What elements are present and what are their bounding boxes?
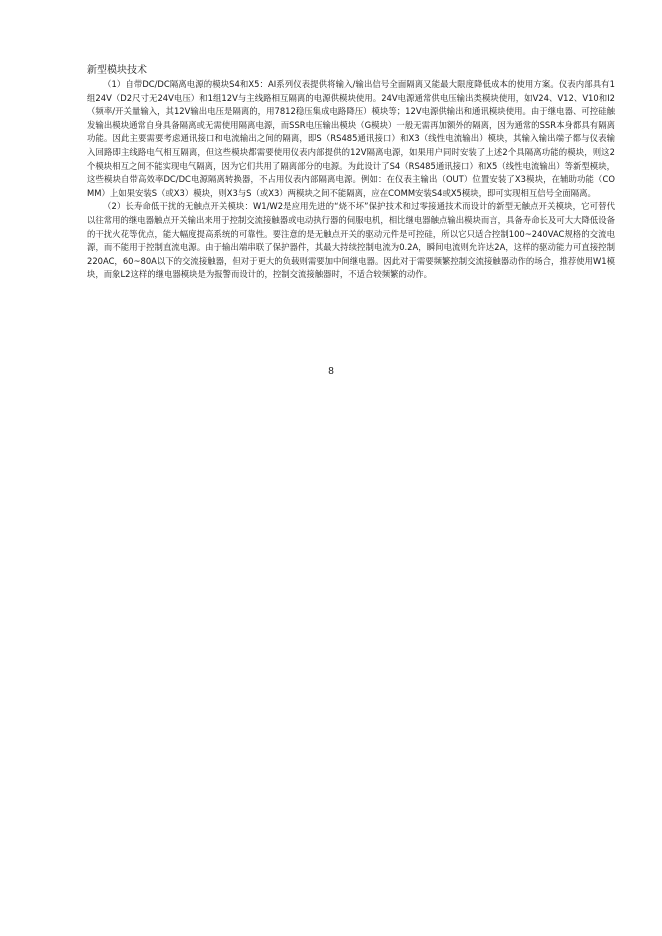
page-number: 8 [328,366,334,377]
page-body [87,64,615,282]
paragraph-contactless-switch: （2）长寿命低干扰的无触点开关模块：W1/W2是应用先进的“烧不坏”保护技术和过零接通技术而设计的新型无触点开关模块，它可替代以往常用的继电器触点开关输出来用于控制交流接触器或电动执行器的伺服电机，相比继电器触点输出模块而言，具备寿命长及可大大降低设备的干扰火花等优点，能大幅度提高系统的可靠性。要注意的是无触点开关的驱动元件是可控硅，所以它只适合控制100~240VAC规格的交流电源，而不能用于控制直流电源。由于输出端串联了保护器件，其最大持续控制电流为0.2A，瞬间电流则允许达2A，这样的驱动能力可直接控制220AC，60~80A以下的交流接触器，但对于更大的负载则需要加中间继电器。因此对于需要频繁控制交流接触器动作的场合，推荐使用W1模块，而象L2这样的继电器模块是为报警而设计的，控制交流接触器时，不适合较频繁的动作。 [87,201,615,280]
paragraph-dcdc-modules: （1）自带DC/DC隔离电源的模块S4和X5：AI系列仪表提供将输入/输出信号全面隔离又能最大限度降低成本的使用方案。仪表内部具有1组24V（D2尺寸无24V电压）和1组12V与主线路相互隔离的电源供模块使用。24V电源通常供电压输出类模块使用，如V24、V12、V10和I2（频率/开关量输入，其12V输出电压是隔离的，用7812稳压集成电路降压）模块等；12V电源供输出和通讯模块使用。由于继电器、可控硅触发输出模块通常自身具备隔离或无需使用隔离电源，而SSR电压输出模块（G模块）一般无需再加额外的隔离，因为通常的SSR本身都具有隔离功能。因此主要需要考虑通讯接口和电流输出之间的隔离，即S（RS485通讯接口）和X3（线性电流输出）模块，其输入输出端子都与仪表输入回路即主线路电气相互隔离，但这些模块都需要使用仪表内部提供的12V隔离电源，如果用户同时安装了上述2个具隔离功能的模块，则这2个模块相互之间不能实现电气隔离，因为它们共用了隔离部分的电源。为此设计了S4（RS485通讯接口）和X5（线性电流输出）等新型模块，这些模块自带高效率DC/DC电源隔离转换器，不占用仪表内部隔离电源。例如：在仪表主输出（OUT）位置安装了X3模块，在辅助功能（COMM）上如果安装S（或X3）模块，则X3与S（或X3）两模块之间不能隔离，应在COMM安装S4或X5模块，即可实现相互信号全面隔离。 [87,79,615,198]
section-title: 新型模块技术 [87,65,147,76]
